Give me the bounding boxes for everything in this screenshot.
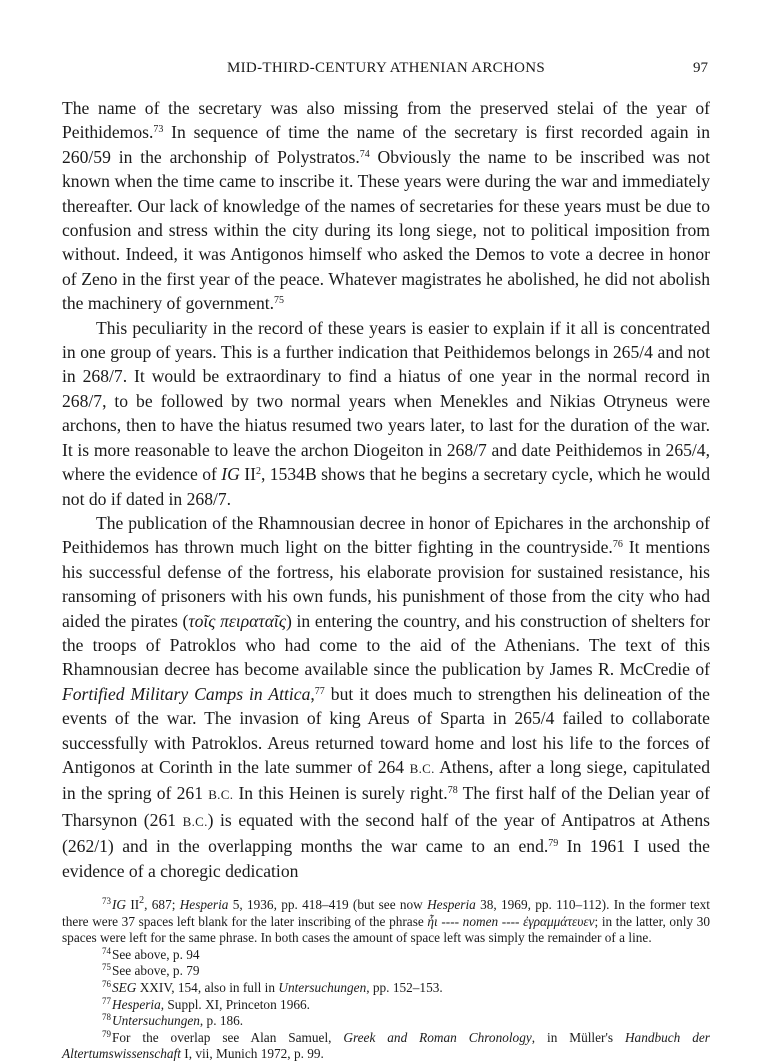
journal-title: Hesperia [179,897,229,912]
text-run: 5, 1936, pp. 418–419 (but see now [228,897,428,912]
text-run: It mentions his successful defense of the fortress, his elaborate provision for sustained resistance, his ransoming of prisoners with his own funds, his punishment of those from the city who had aided the pirates ( [62,537,710,631]
page [62,54,710,1063]
book-title: Untersuchungen [278,979,367,995]
footnote-mark: 79 [102,1028,111,1039]
footnote-mark: 76 [102,978,111,989]
text-run: II [239,464,256,485]
footnotes [62,897,710,1063]
era-abbrev: B.C. [409,760,435,776]
book-title: Untersuchungen [112,1013,200,1029]
text-run: The publication of the Rhamnousian decree in honor of Epichares in the archonship of Peithidemos has thrown much light on the bitter fighting in the countryside. [62,512,710,558]
journal-title: Hesperia [427,897,476,912]
text-run: , 1534B shows that he begins a secretary cycle, which he would not do if dated in 268/7. [62,464,710,509]
text-run: but it does much to strengthen his delineation of the events of the war. The invasion of king Areus of Sparta in 265/4 failed to collaborate successfully with Patroklos. Areus returned toward home and lost his life to the forces of Antigonos at Corinth in the late summer of 264 [62,683,710,777]
page-header [62,54,710,80]
footnote-mark: 73 [102,896,111,906]
running-title: MID-THIRD-CENTURY ATHENIAN ARCHONS [227,60,545,76]
superscript: 2 [139,895,145,906]
footnote-78 [62,1013,710,1030]
text-run: In sequence of time the name of the secretary is first recorded again in 260/59 in the archonship of Polystratos. [62,122,710,167]
text-run: , in Müller's [531,1029,625,1045]
text-run: In 1961 I used the evidence of a choregic dedication [62,836,710,881]
greek-phrase: ἦι ---- nomen ---- ἐγραμμάτευεν [427,913,595,929]
text-run: Athens, after a long siege, capitulated in the spring of 261 [62,756,710,804]
text-run: ; in the latter, only 30 spaces were left for the same phrase. In both cases the amount of space left was simply the remainder of a line. [62,913,710,946]
footnote-mark: 78 [102,1012,111,1023]
text-run: , [310,683,315,704]
text-run: XXIV, 154, also in full in [136,979,279,995]
text-run: See above, p. 79 [112,963,200,979]
text-run: The name of the secretary was also missing from the preserved stelai of the year of Peithidemos. [62,98,710,143]
book-title: Fortified Military Camps in Attica [62,683,311,704]
superscript: 2 [255,466,261,478]
era-abbrev: B.C. [208,787,234,803]
citation-ig: IG [221,464,240,485]
footnote-ref: 77 [314,685,325,697]
text-run: The first half of the Delian year of Tharsynon (261 [62,783,710,830]
footnote-73 [62,897,710,947]
text-run: In this Heinen is surely right. [233,783,448,804]
greek-phrase: τοῖς πειραταῖς [188,610,286,631]
text-run: ) in entering the country, and his construction of shelters for the troops of Patroklos who had come to the aid of the Athenians. The text of this Rhamnousian decree has become available since the publication by James R. McCredie of [62,610,710,680]
book-title: Greek and Roman Chronology [343,1029,532,1045]
footnote-ref: 74 [359,148,370,160]
footnote-ref: 76 [612,539,623,551]
text-run: 38, 1969, pp. 110–112). In the former text there were 37 spaces left blank for the later inscribing of the phrase [62,897,710,929]
footnote-ref: 73 [153,124,164,136]
footnote-75 [62,963,710,980]
page-number: 97 [693,60,708,76]
paragraph-2 [62,316,710,511]
text-run: ) is equated with the second half of the year of Antipatros at Athens (262/1) and in the overlapping months the war came to an end. [62,809,710,857]
text-run: I, vii, Munich 1972, p. 99. [180,1046,324,1062]
footnote-79 [62,1030,710,1063]
footnote-mark: 77 [102,995,111,1006]
era-abbrev: B.C. [182,813,208,829]
text-run: Obviously the name to be inscribed was not known when the time came to inscribe it. These years were during the war and immediately thereafter. Our lack of knowledge of the names of secretaries for these years must be due to confusion and stress within the city during its long siege, not to political imposition from without. Indeed, it was Antigonos himself who asked the Demos to vote a decree in honor of Zeno in the first year of the peace. Whatever magistrates he abolished, he did not abolish the machinery of government. [62,146,710,314]
text-run: , 687; [144,897,180,912]
footnote-77 [62,997,710,1014]
book-title: Handbuch der Altertumswissenschaft [62,1029,710,1062]
footnote-ref: 75 [274,295,285,307]
text-run: This peculiarity in the record of these years is easier to explain if it all is concentrated in one group of years. This is a further indication that Peithidemos belongs in 265/4 and not in 268/7. It would be extraordinary to find a hiatus of one year in the normal record in 268/7, to be followed by two normal years when Menekles and Nikias Otryneus were archons, then to have the hiatus resumed two years later, to last for the duration of the war. It is more reasonable to leave the archon Diogeiton in 268/7 and date Peithidemos in 265/4, where the evidence of [62,317,710,485]
text-run: , p. 186. [199,1013,244,1029]
footnote-mark: 75 [102,962,111,973]
text-run: See above, p. 94 [112,946,200,962]
citation-seg: SEG [112,979,137,995]
text-run: II [126,897,140,912]
citation-ig: IG [112,897,127,912]
text-run: , pp. 152–153. [366,979,443,995]
footnote-ref: 79 [548,838,559,850]
journal-title: Hesperia [112,996,161,1012]
footnote-76 [62,980,710,997]
paragraph-3 [62,511,710,883]
text-run: , Suppl. XI, Princeton 1966. [160,996,310,1012]
body-text [62,96,710,883]
footnote-mark: 74 [102,945,111,956]
paragraph-1 [62,96,710,316]
footnote-ref: 78 [447,785,458,797]
text-run: For the overlap see Alan Samuel, [112,1029,344,1045]
footnote-74 [62,947,710,964]
